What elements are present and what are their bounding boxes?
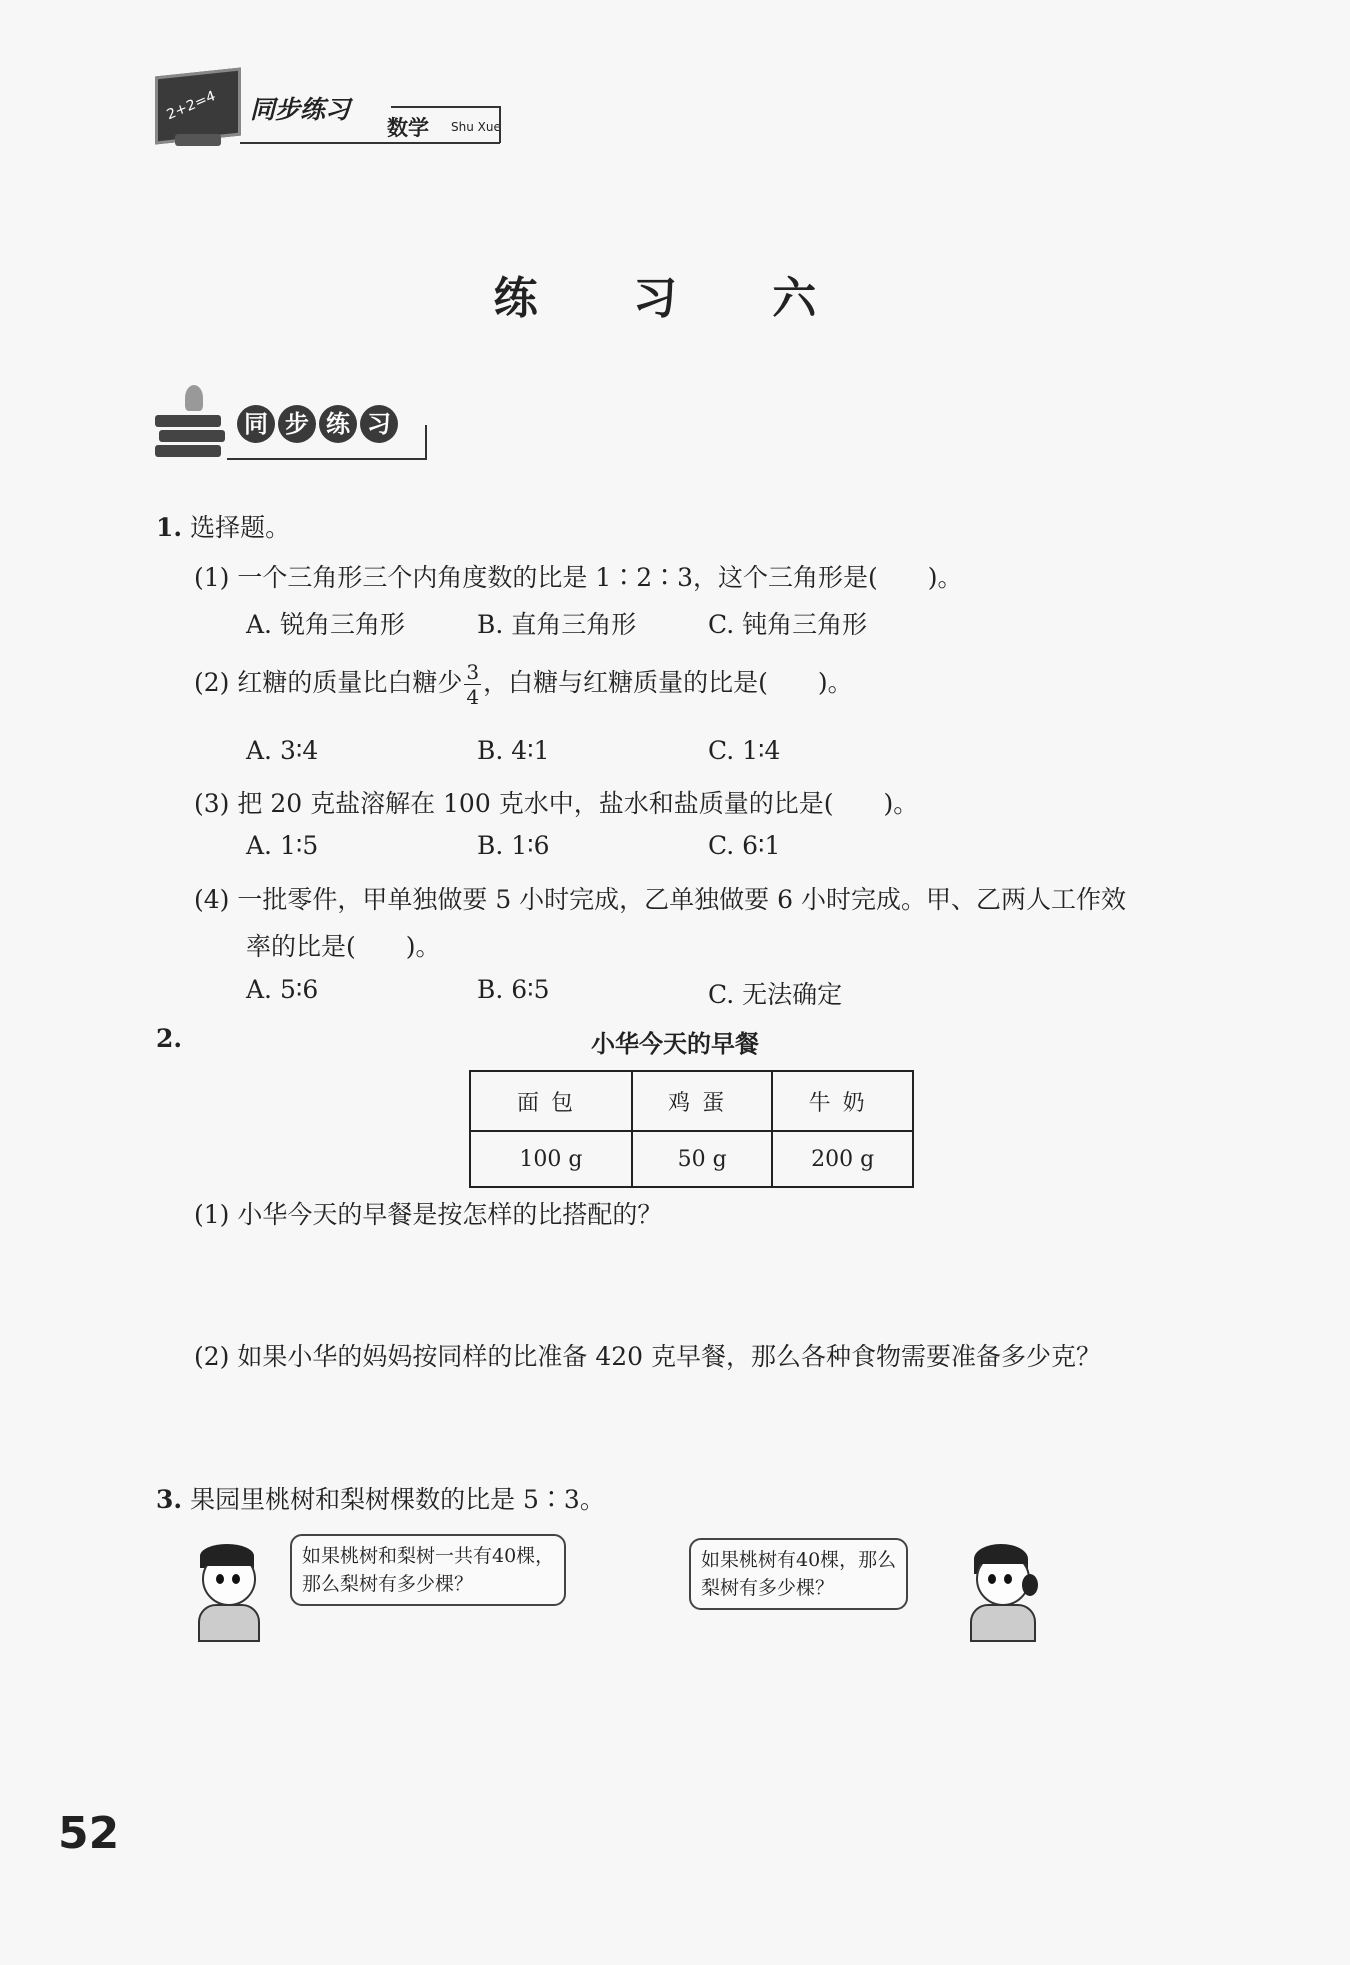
option-c: C. 无法确定: [708, 980, 843, 1009]
section-char: 同: [237, 405, 275, 443]
section-title: [237, 405, 401, 443]
option-b: B. 直角三角形: [477, 610, 637, 639]
q1-item-2: [194, 662, 853, 707]
board-stand: [175, 134, 221, 146]
item-text: 一批零件，甲单独做要 5 小时完成，乙单独做要 6 小时完成。甲、乙两人工作效: [237, 885, 1126, 914]
question-number: 2.: [156, 1024, 183, 1053]
table-row: [470, 1131, 913, 1187]
option-b: B. 6∶5: [477, 975, 550, 1004]
option-a: A. 5∶6: [246, 975, 319, 1004]
item-text: 把 20 克盐溶解在 100 克水中，盐水和盐质量的比是( )。: [237, 789, 919, 818]
fraction-numerator: 3: [466, 660, 480, 684]
option-b: B. 4∶1: [477, 736, 550, 765]
question-text: 选择题。: [190, 513, 291, 542]
q1-item-4: [194, 880, 1126, 916]
table-header-row: [470, 1071, 913, 1131]
option-a: A. 1∶5: [246, 831, 319, 860]
bubble-line: 如果桃树有40棵，那么: [701, 1549, 897, 1571]
lightbulb-icon: [185, 385, 203, 411]
table-header: 鸡蛋: [632, 1071, 772, 1131]
item-label: (2): [194, 1342, 230, 1371]
option-a: A. 锐角三角形: [246, 610, 405, 639]
section-char: 练: [319, 405, 357, 443]
table-header: 面包: [470, 1071, 632, 1131]
table-cell: 100 g: [470, 1131, 632, 1187]
question-number: 1.: [156, 513, 183, 542]
page-number: 52: [58, 1808, 120, 1859]
item-text-before: 红糖的质量比白糖少: [237, 668, 463, 697]
option-c: C. 1∶4: [708, 736, 781, 765]
question-number: 3.: [156, 1485, 183, 1514]
option-c: C. 6∶1: [708, 831, 781, 860]
blackboard-icon: [155, 67, 241, 144]
question-1: [156, 508, 290, 544]
option-a: A. 3∶4: [246, 736, 319, 765]
section-badge: [155, 385, 435, 475]
bubble-line: 梨树有多少棵？: [701, 1577, 835, 1599]
q1-item-1: [194, 558, 963, 594]
q2-sub-1: [194, 1195, 662, 1231]
item-label: (3): [194, 789, 230, 818]
breakfast-table: [469, 1070, 914, 1188]
fraction-denominator: 4: [466, 685, 480, 709]
girl-figure-icon: [962, 1544, 1042, 1644]
item-label: (1): [194, 563, 230, 592]
speech-bubble-left: [290, 1534, 566, 1606]
header-title: 同步练习: [250, 95, 351, 124]
board-text: 2+2=4: [164, 88, 218, 124]
header-subject: 数学: [387, 116, 429, 140]
books-icon: [155, 415, 225, 459]
option-b: B. 1∶6: [477, 831, 550, 860]
q1-item-3: [194, 784, 918, 820]
page-title: 练 习 六: [493, 273, 857, 324]
option-c: C. 钝角三角形: [708, 610, 868, 639]
item-text: 小华今天的早餐是按怎样的比搭配的？: [237, 1200, 663, 1229]
item-text-after: ，白糖与红糖质量的比是( )。: [483, 668, 853, 697]
item-label: (1): [194, 1200, 230, 1229]
table-cell: 50 g: [632, 1131, 772, 1187]
boy-figure-icon: [196, 1542, 266, 1642]
question-text: 果园里桃树和梨树棵数的比是 5∶3。: [190, 1485, 605, 1514]
speech-bubble-right: [689, 1538, 908, 1610]
header-logo: [155, 62, 515, 162]
q2-sub-2: [194, 1337, 1101, 1373]
bubble-line: 如果桃树和梨树一共有40棵，: [302, 1545, 555, 1567]
table-title: 小华今天的早餐: [591, 1030, 759, 1058]
header-pinyin: Shu Xue: [451, 120, 501, 134]
table-header: 牛奶: [772, 1071, 913, 1131]
question-3: [156, 1480, 605, 1516]
fraction: [464, 662, 481, 707]
table-cell: 200 g: [772, 1131, 913, 1187]
section-char: 习: [360, 405, 398, 443]
item-text: 一个三角形三个内角度数的比是 1∶2∶3，这个三角形是( )。: [237, 563, 963, 592]
bubble-line: 那么梨树有多少棵？: [302, 1573, 474, 1595]
item-label: (2): [194, 668, 230, 697]
section-char: 步: [278, 405, 316, 443]
item-label: (4): [194, 885, 230, 914]
item-text: 如果小华的妈妈按同样的比准备 420 克早餐，那么各种食物需要准备多少克？: [237, 1342, 1101, 1371]
item-text-continued: 率的比是( )。: [246, 932, 441, 961]
